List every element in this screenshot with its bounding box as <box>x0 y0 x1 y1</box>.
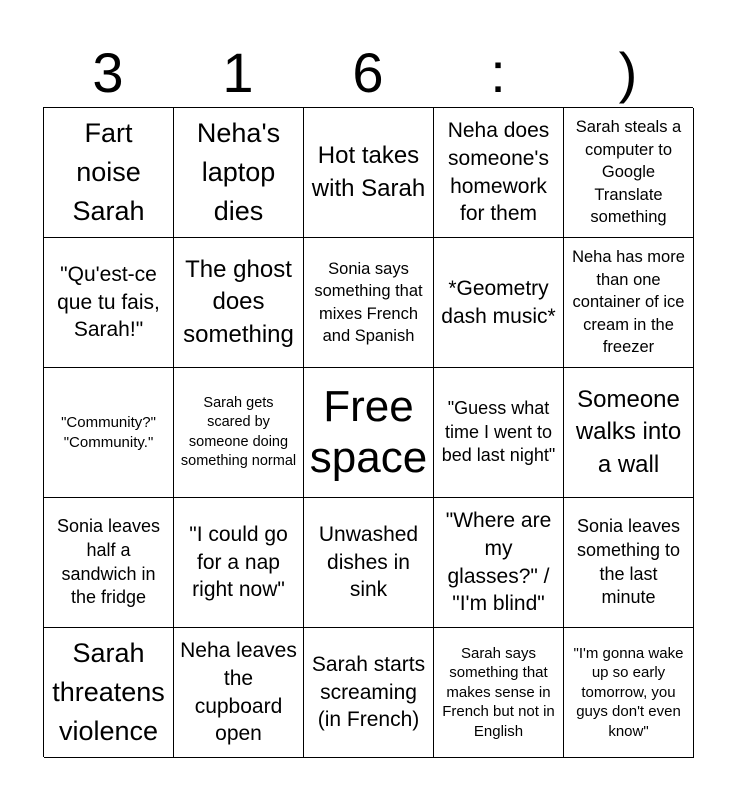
cell-text: "Qu'est-ce que tu fais, Sarah!" <box>57 262 160 342</box>
cell-text: Sarah starts screaming (in French) <box>311 652 426 732</box>
bingo-cell[interactable] <box>44 108 174 238</box>
bingo-cell[interactable] <box>564 238 694 368</box>
bingo-cell[interactable] <box>304 108 434 238</box>
bingo-cell[interactable] <box>434 628 564 758</box>
header-letter-1: 3 <box>92 41 124 104</box>
cell-text: Neha does someone's homework for them <box>447 119 550 226</box>
header-letter-5: ) <box>618 41 638 104</box>
free-space-cell[interactable] <box>304 368 434 498</box>
cell-text: Neha has more than one container of ice cream in the freezer <box>572 248 685 357</box>
cell-text: Sarah threatens violence <box>52 637 165 747</box>
bingo-cell[interactable] <box>174 108 304 238</box>
cell-text: The ghost does something <box>183 255 294 348</box>
bingo-header <box>43 38 693 108</box>
cell-text: Neha's laptop dies <box>196 117 281 227</box>
cell-text: Neha leaves the cupboard open <box>180 639 297 746</box>
bingo-cell[interactable] <box>304 498 434 628</box>
bingo-cell[interactable] <box>304 628 434 758</box>
bingo-cell[interactable] <box>434 498 564 628</box>
header-letter-3: 6 <box>352 41 384 104</box>
bingo-cell[interactable] <box>564 108 694 238</box>
bingo-cell[interactable] <box>434 238 564 368</box>
cell-text: Fart noise Sarah <box>72 117 145 227</box>
cell-text: Someone walks into a wall <box>575 385 682 478</box>
bingo-cell[interactable] <box>304 238 434 368</box>
cell-text: "Where are my glasses?" / "I'm blind" <box>445 509 552 616</box>
cell-text: "I could go for a nap right now" <box>189 522 288 602</box>
cell-text: Hot takes with Sarah <box>311 142 426 202</box>
cell-text: "I'm gonna wake up so early tomorrow, you guys don't even know" <box>573 644 684 740</box>
header-letter-4: : <box>490 41 506 104</box>
bingo-cell[interactable] <box>174 628 304 758</box>
bingo-cell[interactable] <box>434 108 564 238</box>
header-letter-2: 1 <box>222 41 254 104</box>
cell-text: Sarah says something that makes sense in French but not in English <box>442 644 555 740</box>
bingo-cell[interactable] <box>44 238 174 368</box>
cell-text: *Geometry dash music* <box>441 276 556 328</box>
cell-text: Sonia leaves something to the last minute <box>576 516 681 608</box>
cell-text: Free space <box>309 381 428 482</box>
bingo-cell[interactable] <box>44 368 174 498</box>
bingo-cell[interactable] <box>564 498 694 628</box>
cell-text: "Guess what time I went to bed last night" <box>441 397 556 466</box>
bingo-cell[interactable] <box>174 238 304 368</box>
bingo-cell[interactable] <box>434 368 564 498</box>
cell-text: Unwashed dishes in sink <box>318 522 419 602</box>
bingo-cell[interactable] <box>564 368 694 498</box>
cell-text: Sonia says something that mixes French and Spanish <box>314 259 423 345</box>
cell-text: Sarah steals a computer to Google Translate something <box>575 118 682 227</box>
cell-text: Sarah gets scared by someone doing something normal <box>180 394 297 469</box>
cell-text: Sonia leaves half a sandwich in the fridge <box>56 516 161 608</box>
bingo-cell[interactable] <box>564 628 694 758</box>
cell-text: "Community?" "Community." <box>61 414 156 451</box>
bingo-cell[interactable] <box>44 628 174 758</box>
bingo-cell[interactable] <box>174 368 304 498</box>
bingo-grid <box>43 107 693 757</box>
bingo-cell[interactable] <box>44 498 174 628</box>
bingo-cell[interactable] <box>174 498 304 628</box>
